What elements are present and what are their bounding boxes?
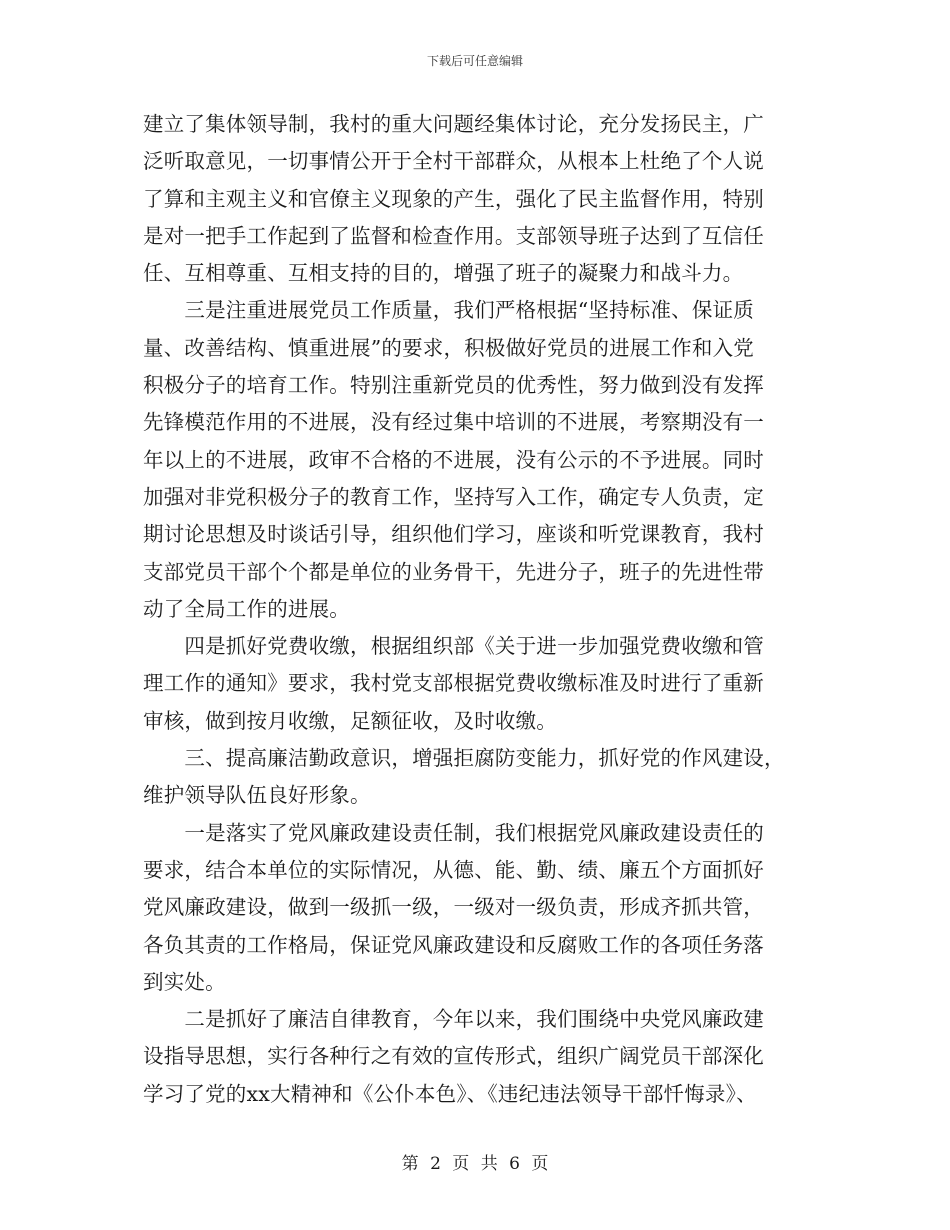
text-line: 四是抓好党费收缴，根据组织部《关于进一步加强党费收缴和管 (143, 634, 764, 659)
text-line: 到实处。 (143, 969, 226, 994)
text-line: 先锋模范作用的不进展，没有经过集中培训的不进展，考察期没有一 (143, 410, 764, 435)
text-line: 泛听取意见，一切事情公开于全村干部群众，从根本上杜绝了个人说 (143, 149, 764, 174)
text-line: 党风廉政建设，做到一级抓一级，一级对一级负责，形成齐抓共管， (143, 895, 764, 920)
document-body (143, 106, 813, 1113)
text-line: 三、提高廉洁勤政意识，增强拒腐防变能力，抓好党的作风建设， (143, 746, 785, 771)
text-line: 加强对非党积极分子的教育工作，坚持写入工作，确定专人负责，定 (143, 484, 764, 509)
text-line: 期讨论思想及时谈话引导，组织他们学习，座谈和听党课教育，我村 (143, 522, 764, 547)
text-line: 任、互相尊重、互相支持的目的，增强了班子的凝聚力和战斗力。 (143, 261, 744, 286)
text-line: 学习了党的xx大精神和《公仆本色》、《违纪违法领导干部忏悔录》、 (143, 1081, 757, 1106)
text-line: 是对一把手工作起到了监督和检查作用。支部领导班子达到了互信任 (143, 223, 764, 248)
page-number-footer: 第 2 页 共 6 页 (401, 1154, 549, 1174)
text-line: 支部党员干部个个都是单位的业务骨干，先进分子，班子的先进性带 (143, 559, 764, 584)
text-line: 动了全局工作的进展。 (143, 596, 350, 621)
text-line: 了算和主观主义和官僚主义现象的产生，强化了民主监督作用，特别 (143, 186, 764, 211)
text-line: 各负其责的工作格局，保证党风廉政建设和反腐败工作的各项任务落 (143, 932, 764, 957)
text-line: 量、改善结构、慎重进展”的要求，积极做好党员的进展工作和入党 (143, 335, 754, 360)
page-header-note: 下载后可任意编辑 (426, 54, 523, 68)
text-line: 年以上的不进展，政审不合格的不进展，没有公示的不予进展。同时 (143, 447, 764, 472)
text-line: 建立了集体领导制，我村的重大问题经集体讨论，充分发扬民主，广 (143, 112, 764, 136)
text-line: 审核，做到按月收缴，足额征收，及时收缴。 (143, 708, 557, 733)
text-line: 维护领导队伍良好形象。 (143, 783, 371, 808)
text-line: 理工作的通知》要求，我村党支部根据党费收缴标准及时进行了重新 (143, 671, 764, 696)
text-line: 要求，结合本单位的实际情况，从德、能、勤、绩、廉五个方面抓好 (143, 857, 764, 882)
text-line: 三是注重进展党员工作质量，我们严格根据“坚持标准、保证质 (143, 298, 754, 323)
text-line: 设指导思想，实行各种行之有效的宣传形式，组织广阔党员干部深化 (143, 1044, 764, 1069)
text-line: 二是抓好了廉洁自律教育，今年以来，我们围绕中央党风廉政建 (143, 1007, 764, 1032)
text-line: 一是落实了党风廉政建设责任制，我们根据党风廉政建设责任的 (143, 820, 764, 845)
text-line: 积极分子的培育工作。特别注重新党员的优秀性，努力做到没有发挥 (143, 373, 764, 398)
